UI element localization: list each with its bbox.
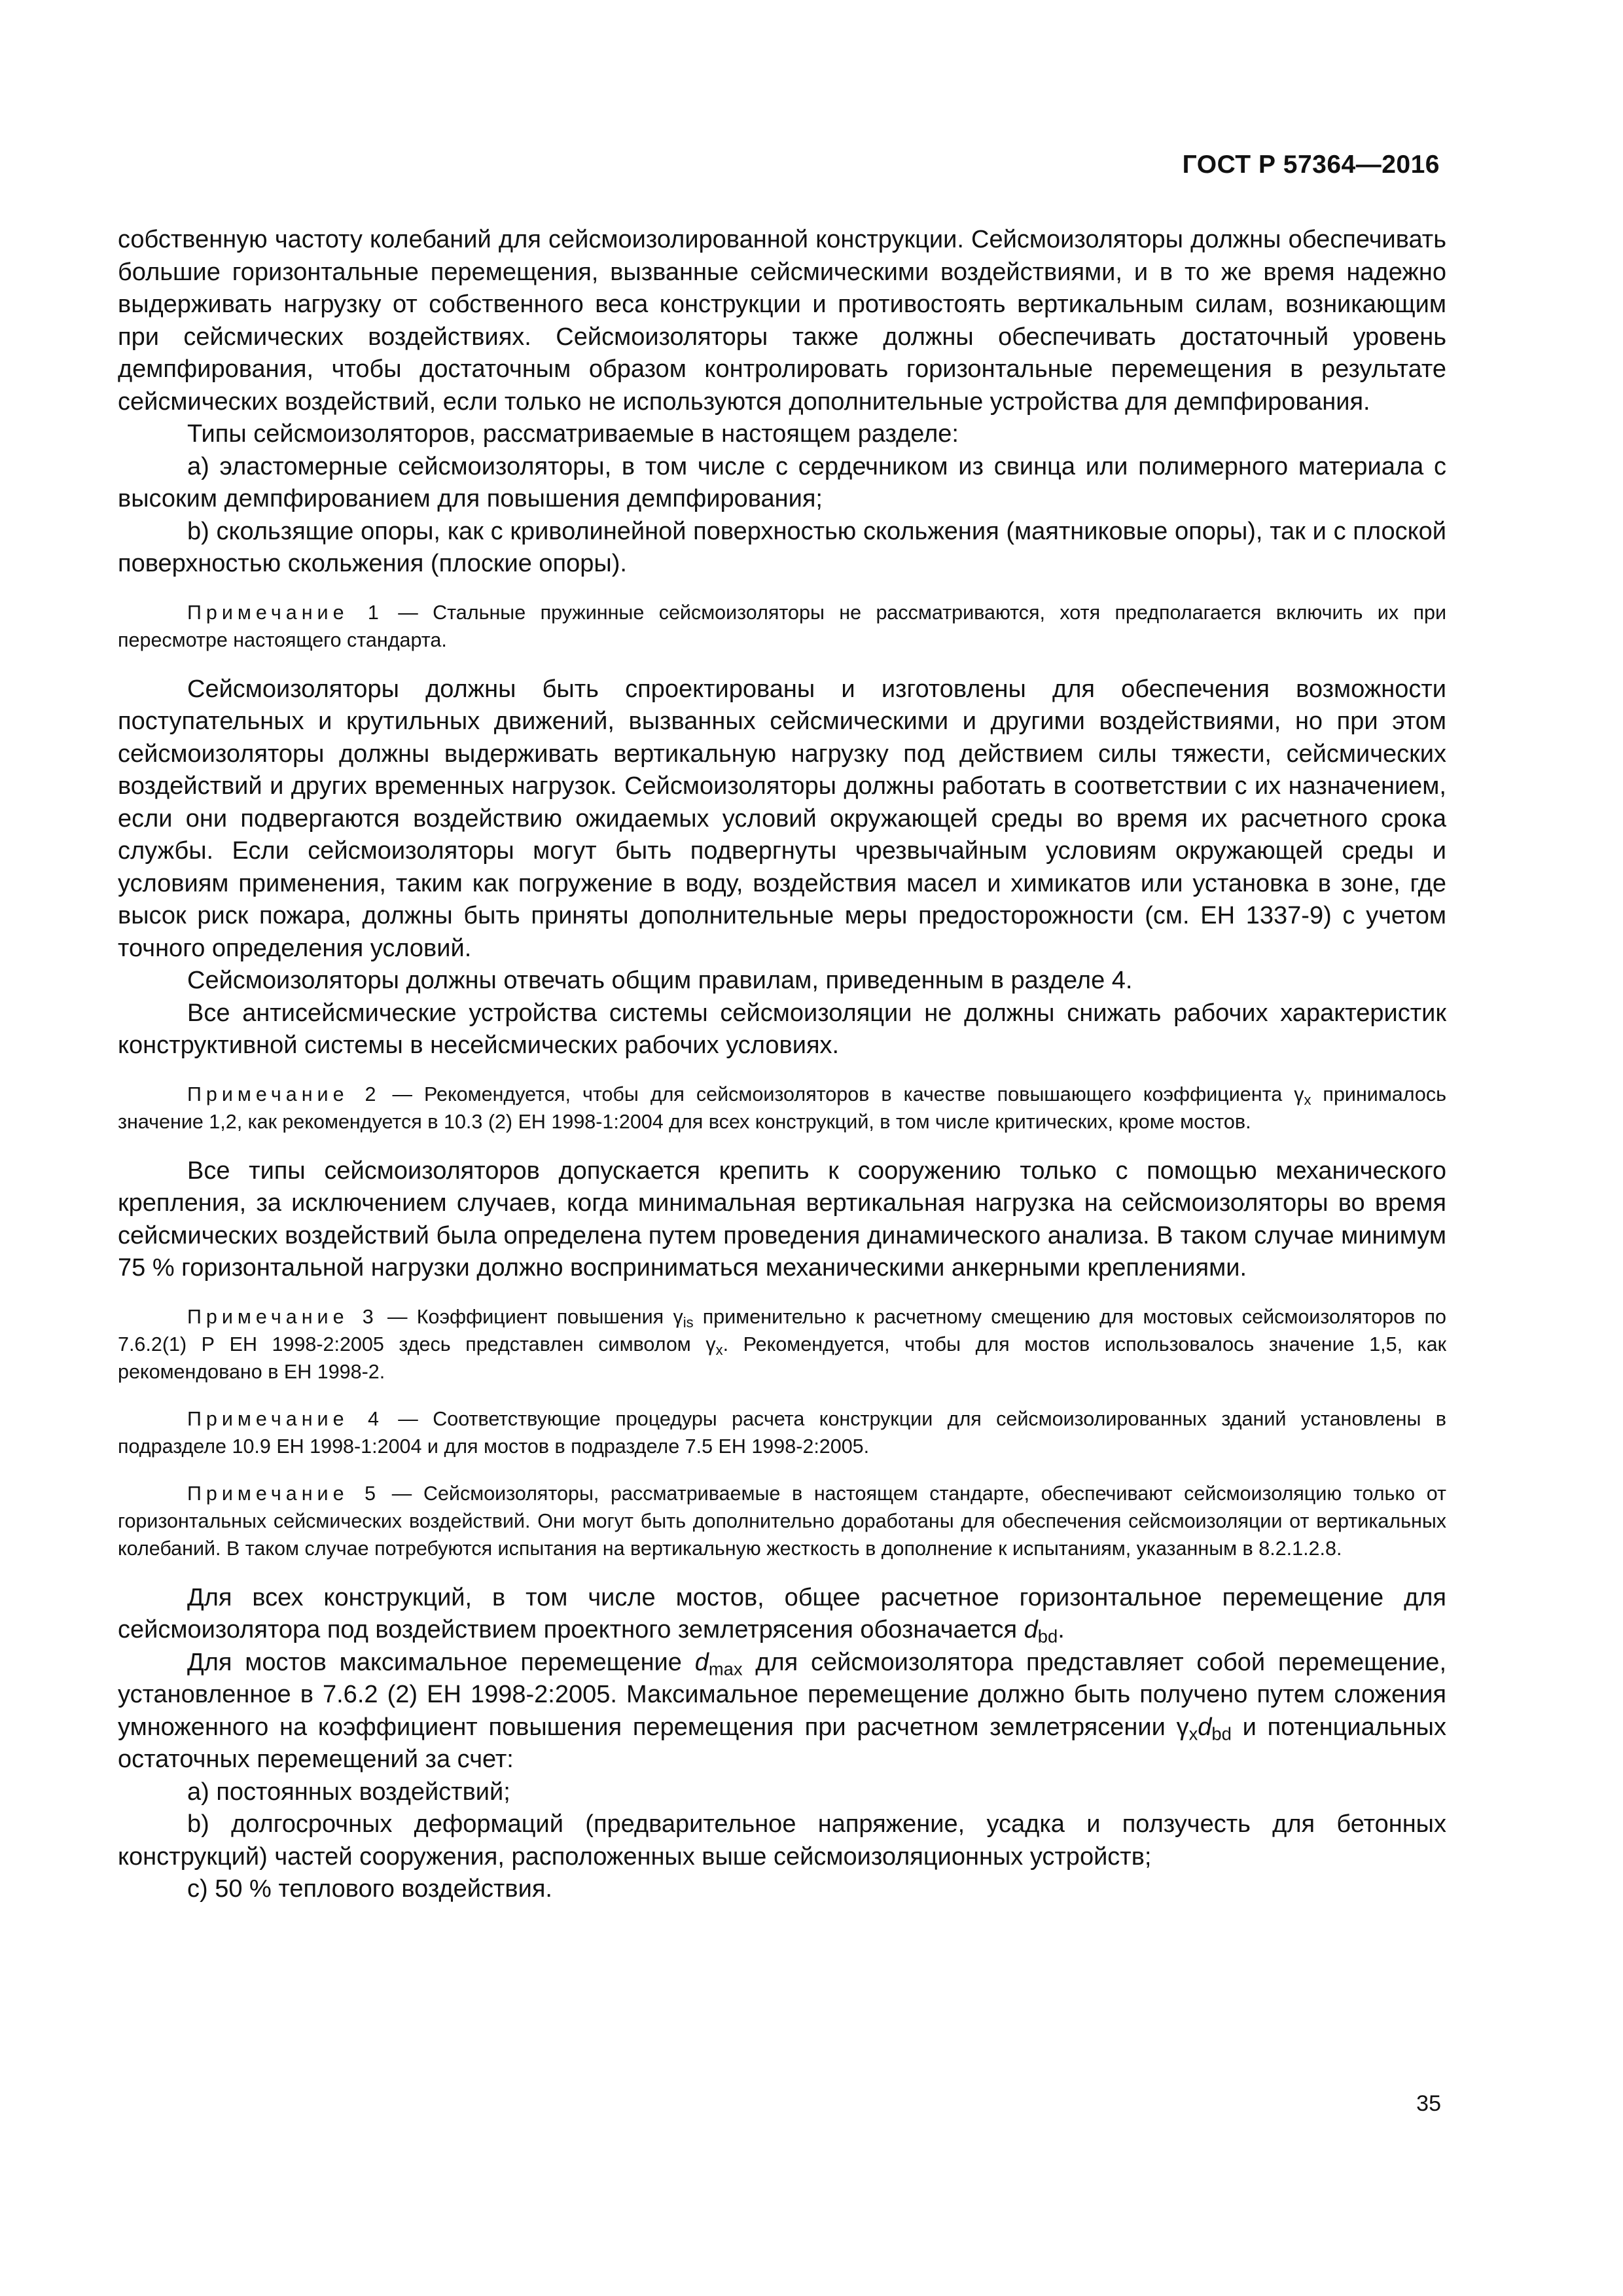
gamma-symbol: γ (1176, 1713, 1189, 1741)
note-1-label: Примечание 1 (187, 601, 383, 624)
paragraph-10 (118, 1647, 1446, 1776)
gamma-subscript: x (1188, 1723, 1198, 1744)
paragraph-10-text-a: Для мостов максимальное перемещение (187, 1648, 695, 1676)
paragraph-2: Типы сейсмоизоляторов, рассматриваемые в настоящем разделе: (187, 420, 959, 448)
d-subscript: max (708, 1659, 743, 1679)
gamma-symbol: γ (673, 1305, 683, 1328)
paragraph-10-text-c: и потенциальных остаточных перемещений за счет: (118, 1713, 1446, 1773)
page-number: 35 (1416, 2091, 1441, 2116)
list-item-b-2: b) долгосрочных деформаций (предварительное напряжение, усадка и ползучесть для бетонных конструкций) частей сооружения, расположенных выше сейсмоизоляционных устройств; (118, 1810, 1446, 1871)
gamma-symbol: γ (705, 1333, 716, 1355)
note-2-text-b: принималось значение 1,2, как рекомендуется в 10.3 (2) ЕН 1998-1:2004 для всех конструкций, в том числе критических, кроме мостов. (118, 1083, 1446, 1133)
d-symbol: d (1024, 1616, 1038, 1643)
paragraph-8: Все типы сейсмоизоляторов допускается крепить к сооружению только с помощью механического крепления, за исключением случаев, когда минимальная вертикальная нагрузка на сейсмоизоляторы во время сейсмических воздействий была определена путем проведения динамического анализа. В таком случае минимум 75 % горизонтальной нагрузки должно восприниматься механическими анкерными креплениями. (118, 1157, 1446, 1282)
gamma-subscript: x (1304, 1091, 1311, 1108)
d-symbol: d (1198, 1713, 1212, 1741)
note-2-text-a: — Рекомендуется, чтобы для сейсмоизоляторов в качестве повышающего коэффициента (380, 1083, 1294, 1105)
paragraph-1: собственную частоту колебаний для сейсмоизолированной конструкции. Сейсмоизоляторы должны обеспечивать большие горизонтальные перемещения, вызванные сейсмическими воздействиями, и в то же время надежно выдерживать нагрузку от собственного веса конструкции и противостоять вертикальным силам, возникающим при сейсмических воздействиях. Сейсмоизоляторы также должны обеспечивать достаточный уровень демпфирования, чтобы достаточным образом контролировать горизонтальные перемещения в результате сейсмических воздействий, если только не используются дополнительные устройства для демпфирования. (118, 226, 1446, 416)
document-header: ГОСТ Р 57364—2016 (1182, 151, 1440, 179)
note-1 (118, 599, 1446, 654)
d-subscript: bd (1037, 1626, 1058, 1647)
note-4-label: Примечание 4 (187, 1407, 383, 1430)
paragraph-7: Все антисейсмические устройства системы сейсмоизоляции не должны снижать рабочих характеристик конструктивной системы в несейсмических рабочих условиях. (118, 999, 1446, 1059)
gamma-symbol: γ (1294, 1083, 1304, 1105)
note-4 (118, 1405, 1446, 1460)
note-3-label: Примечание 3 (187, 1305, 378, 1328)
paragraph-9-text-b: . (1058, 1616, 1065, 1643)
note-5-label: Примечание 5 (187, 1482, 381, 1505)
note-5-text: — Сейсмоизоляторы, рассматриваемые в настоящем стандарте, обеспечивают сейсмоизоляцию только от горизонтальных сейсмических воздействий. Они могут быть дополнительно доработаны для обеспечения сейсмоизоляции от вертикальных колебаний. В таком случае потребуются испытания на вертикальную жесткость в дополнение к испытаниям, указанным в 8.2.1.2.8. (118, 1482, 1446, 1560)
gamma-subscript: x (715, 1341, 723, 1358)
note-5 (118, 1480, 1446, 1562)
note-3 (118, 1303, 1446, 1386)
note-3-text-c: . Рекомендуется, чтобы для мостов использовалось значение 1,5, как рекомендовано в ЕН 1998-2. (118, 1333, 1446, 1383)
paragraph-9-text-a: Для всех конструкций, в том числе мостов, общее расчетное горизонтальное перемещение для сейсмоизолятора под воздействием проектного землетрясения обозначается (118, 1583, 1446, 1643)
note-2 (118, 1081, 1446, 1136)
list-item-b: b) скользящие опоры, как с криволинейной поверхностью скольжения (маятниковые опоры), так и с плоской поверхностью скольжения (плоские опоры). (118, 517, 1446, 577)
note-2-label: Примечание 2 (187, 1083, 381, 1105)
list-item-a: a) эластомерные сейсмоизоляторы, в том числе с сердечником из свинца или полимерного материала с высоким демпфированием для повышения демпфирования; (118, 452, 1446, 512)
d-subscript: bd (1211, 1723, 1232, 1744)
paragraph-5: Сейсмоизоляторы должны быть спроектированы и изготовлены для обеспечения возможности поступательных и крутильных движений, вызванных сейсмическими и другими воздействиями, но при этом сейсмоизоляторы должны выдерживать вертикальную нагрузку под действием силы тяжести, сейсмических воздействий и других временных нагрузок. Сейсмоизоляторы должны работать в соответствии с их назначением, если они подвергаются воздействию ожидаемых условий окружающей среды во время их расчетного срока службы. Если сейсмоизоляторы могут быть подвергнуты чрезвычайным условиям окружающей среды и условиям применения, таким как погружение в воду, воздействия масел и химикатов или установка в зоне, где высок риск пожара, должны быть приняты дополнительные меры предосторожности (см. ЕН 1337-9) с учетом точного определения условий. (118, 675, 1446, 962)
d-symbol: d (694, 1648, 709, 1676)
note-3-text-b: применительно к расчетному смещению для мостовых сейсмоизоляторов по 7.6.2(1) Р ЕН 1998-2:2005 здесь представлен символом (118, 1305, 1447, 1355)
paragraph-10-text-b: для сейсмоизолятора представляет собой перемещение, установленное в 7.6.2 (2) ЕН 1998-2:2005. Максимальное перемещение должно быть получено путем сложения умноженного на коэффициент повышения перемещения при расчетном землетрясении (118, 1648, 1446, 1741)
list-item-c-2: c) 50 % теплового воздействия. (187, 1875, 552, 1903)
note-3-text-a: — Коэффициент повышения (378, 1305, 673, 1328)
note-4-text: — Соответствующие процедуры расчета конструкции для сейсмоизолированных зданий установлены в подразделе 10.9 ЕН 1998-1:2004 и для мостов в подразделе 7.5 ЕН 1998-2:2005. (118, 1407, 1446, 1458)
paragraph-9 (118, 1582, 1446, 1647)
gamma-subscript: is (683, 1314, 694, 1331)
list-item-a-2: a) постоянных воздействий; (187, 1778, 510, 1806)
paragraph-6: Сейсмоизоляторы должны отвечать общим правилам, приведенным в разделе 4. (187, 967, 1133, 994)
note-1-text: — Стальные пружинные сейсмоизоляторы не рассматриваются, хотя предполагается включить их при пересмотре настоящего стандарта. (118, 601, 1446, 651)
document-body (118, 224, 1446, 1906)
